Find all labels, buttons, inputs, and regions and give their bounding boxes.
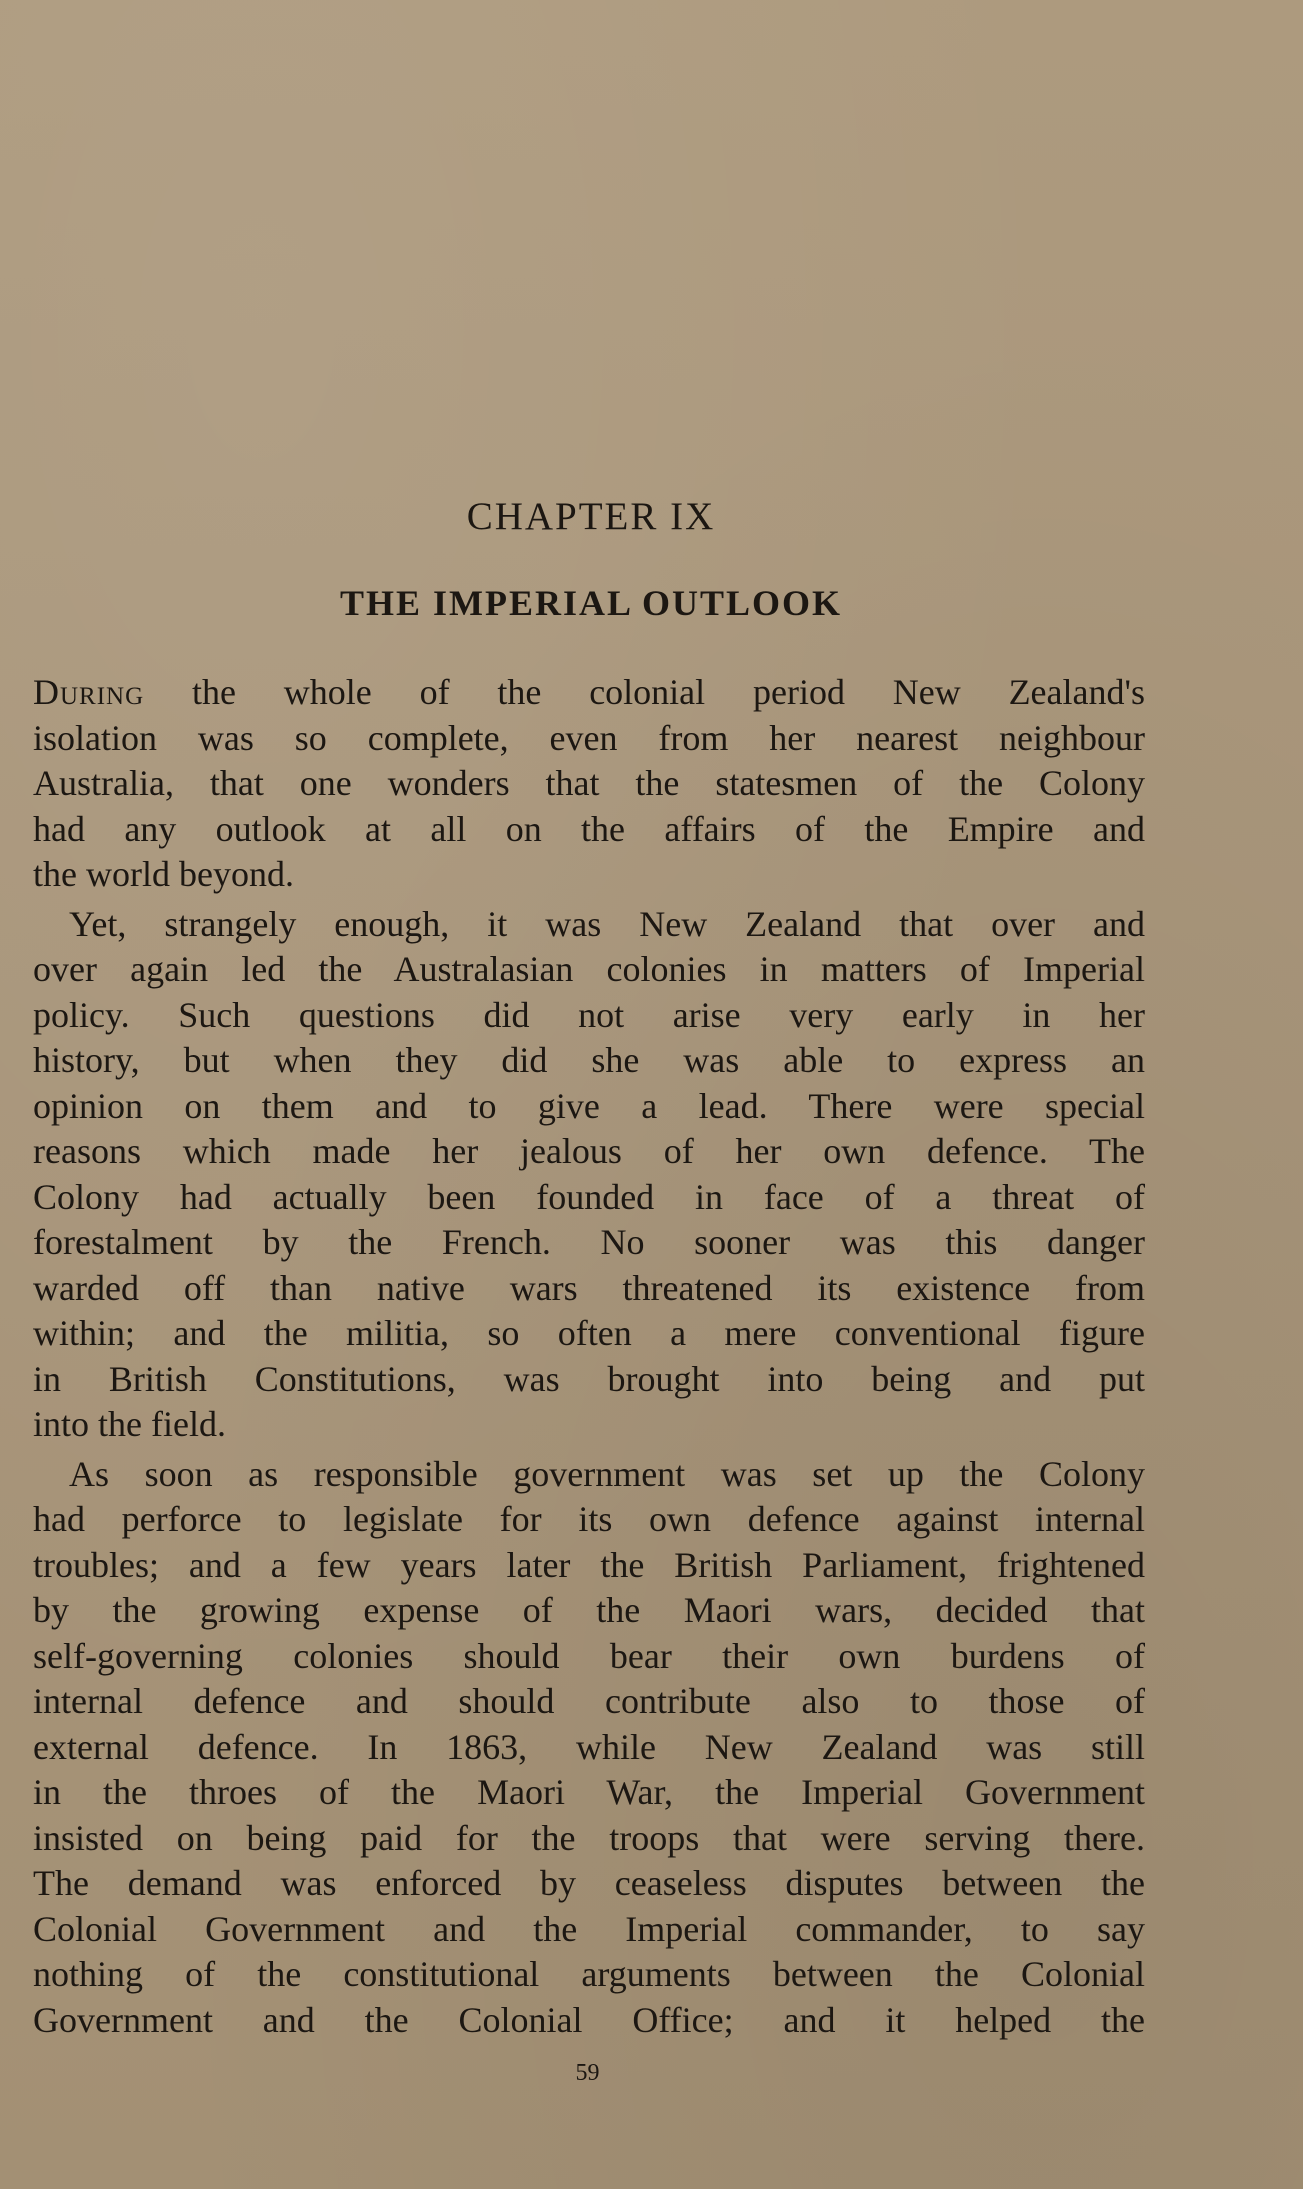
page-number: 59 xyxy=(575,2060,600,2086)
text-line: policy. Such questions did not arise very early in her xyxy=(33,994,1145,1035)
text-line: troubles; and a few years later the British Parliament, frightened xyxy=(33,1544,1145,1585)
body-text xyxy=(33,670,1145,2047)
text-line: isolation was so complete, even from her nearest neighbour xyxy=(33,717,1145,758)
text-line: had perforce to legislate for its own defence against internal xyxy=(33,1499,1145,1539)
paragraph-1 xyxy=(33,670,1145,898)
text-line: internal defence and should contribute also to those of xyxy=(33,1681,1145,1721)
text-line: self-governing colonies should bear their own burdens of xyxy=(33,1635,1145,1676)
chapter-heading: CHAPTER IX xyxy=(466,495,716,538)
paragraph-2 xyxy=(33,902,1145,1448)
text-line: within; and the militia, so often a mere conventional figure xyxy=(33,1313,1145,1353)
text-line: the world beyond. xyxy=(33,854,294,894)
text-line: by the growing expense of the Maori wars, decided that xyxy=(33,1590,1145,1630)
paragraph-3 xyxy=(33,1452,1145,2044)
text-line: nothing of the constitutional arguments between the Colonial xyxy=(33,1954,1145,1994)
text-line: in the throes of the Maori War, the Imperial Government xyxy=(33,1772,1145,1812)
text-line: opinion on them and to give a lead. There were special xyxy=(33,1085,1145,1126)
text-line: Government and the Colonial Office; and it helped the xyxy=(33,1999,1145,2040)
text-line: history, but when they did she was able to express an xyxy=(33,1040,1145,1080)
text-line: Colonial Government and the Imperial commander, to say xyxy=(33,1908,1145,1949)
text-line: the whole of the colonial period New Zealand's xyxy=(144,672,1145,712)
drop-word: During xyxy=(33,672,145,712)
text-line: had any outlook at all on the affairs of the Empire and xyxy=(33,808,1145,849)
text-line: Colony had actually been founded in face of a threat of xyxy=(33,1176,1145,1217)
text-line: insisted on being paid for the troops that were serving there. xyxy=(33,1817,1145,1858)
text-line: in British Constitutions, was brought into being and put xyxy=(33,1358,1145,1399)
chapter-title: THE IMPERIAL OUTLOOK xyxy=(339,583,843,623)
text-line: over again led the Australasian colonies in matters of Imperial xyxy=(33,949,1145,989)
text-line: forestalment by the French. No sooner was this danger xyxy=(33,1222,1145,1262)
text-line: Australia, that one wonders that the statesmen of the Colony xyxy=(33,763,1145,803)
text-line: The demand was enforced by ceaseless disputes between the xyxy=(33,1863,1145,1903)
text-line: into the field. xyxy=(33,1404,226,1444)
text-line: Yet, strangely enough, it was New Zealand that over and xyxy=(69,903,1145,944)
text-line: warded off than native wars threatened its existence from xyxy=(33,1267,1145,1308)
text-line: reasons which made her jealous of her own defence. The xyxy=(33,1131,1145,1171)
text-line: As soon as responsible government was set up the Colony xyxy=(69,1453,1145,1494)
text-line: external defence. In 1863, while New Zealand was still xyxy=(33,1726,1145,1767)
